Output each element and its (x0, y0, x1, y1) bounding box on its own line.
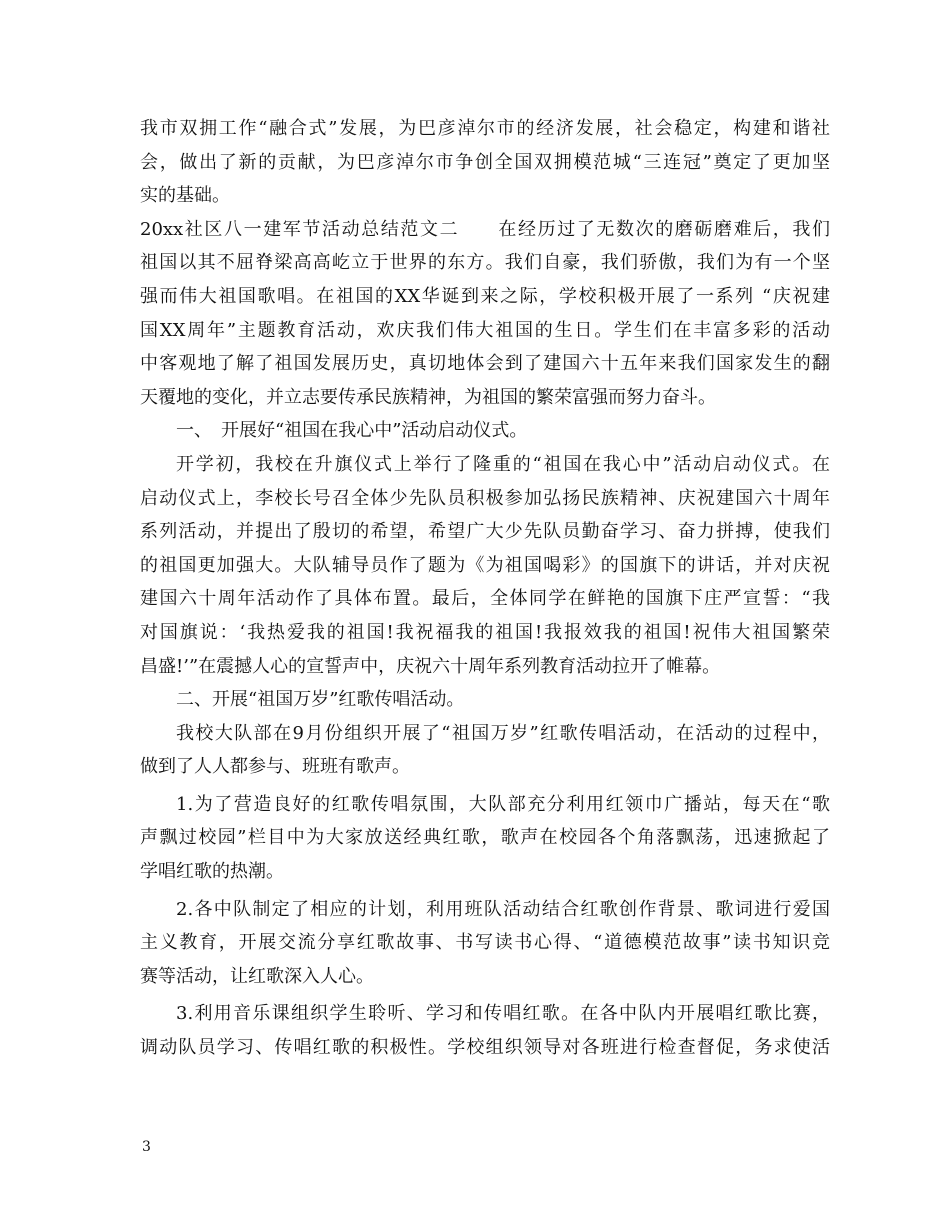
text-line: 强而伟大祖国歌唱。在祖国的XX华诞到来之际，学校积极开展了一系列 “庆祝建 (140, 285, 830, 307)
list-item-3: 3.利用音乐课组织学生聆听、学习和传唱红歌。在各中队内开展唱红歌比赛， (176, 1003, 830, 1025)
text-line: 昌盛!’”在震撼人心的宣誓声中，庆祝六十周年系列教育活动拉开了帷幕。 (140, 655, 721, 677)
text-line: 学唱红歌的热潮。 (140, 861, 284, 883)
text-line: 会，做出了新的贡献，为巴彦淖尔市争创全国双拥模范城“三连冠”奠定了更加坚 (140, 151, 830, 173)
text-line: 我市双拥工作“融合式”发展，为巴彦淖尔市的经济发展，社会稳定，构建和谐社 (140, 118, 830, 139)
text-line: 对国旗说：‘我热爱我的祖国!我祝福我的祖国!我报效我的祖国!祝伟大祖国繁荣 (140, 621, 830, 643)
text-line: 天覆地的变化，并立志要传承民族精神，为祖国的繁荣富强而努力奋斗。 (140, 386, 716, 408)
document-body (140, 112, 830, 1065)
text-line: 调动队员学习、传唱红歌的积极性。学校组织领导对各班进行检查督促，务求使活 (140, 1037, 830, 1059)
list-item-1: 1.为了营造良好的红歌传唱氛围，大队部充分利用红领巾广播站，每天在“歌 (176, 793, 830, 815)
text-line: 主义教育，开展交流分享红歌故事、书写读书心得、“道德模范故事”读书知识竞 (140, 932, 830, 954)
text-line: 启动仪式上，李校长号召全体少先队员积极参加弘扬民族精神、庆祝建国六十周年 (140, 487, 830, 509)
page-number: 3 (142, 1139, 151, 1155)
list-item-2: 2.各中队制定了相应的计划，利用班队活动结合红歌创作背景、歌词进行爱国 (176, 898, 830, 920)
text-line: 祖国以其不屈脊梁高高屹立于世界的东方。我们自豪，我们骄傲，我们为有一个坚 (140, 252, 830, 274)
text-line: 建国六十周年活动作了具体布置。最后，全体同学在鲜艳的国旗下庄严宣誓：“我 (140, 588, 830, 610)
text-line: 的祖国更加强大。大队辅导员作了题为《为祖国喝彩》的国旗下的讲话，并对庆祝 (140, 554, 830, 576)
section-heading: 二、开展“祖国万岁”红歌传唱活动。 (176, 689, 465, 711)
text-line: 国XX周年”主题教育活动，欢庆我们伟大祖国的生日。学生们在丰富多彩的活动 (140, 319, 830, 341)
text-line: 20xx社区八一建军节活动总结范文二 在经历过了无数次的磨砺磨难后，我们 (140, 218, 830, 240)
text-line: 开学初，我校在升旗仪式上举行了隆重的“祖国在我心中”活动启动仪式。在 (176, 453, 830, 475)
text-line: 系列活动，并提出了殷切的希望，希望广大少先队员勤奋学习、奋力拼搏，使我们 (140, 521, 830, 543)
text-line: 我校大队部在9月份组织开展了“祖国万岁”红歌传唱活动，在活动的过程中， (176, 722, 830, 744)
text-line: 实的基础。 (140, 185, 230, 207)
text-line: 中客观地了解了祖国发展历史，真切地体会到了建国六十五年来我们国家发生的翻 (140, 353, 830, 375)
text-line: 赛等活动，让红歌深入人心。 (140, 965, 374, 987)
text-line: 声飘过校园”栏目中为大家放送经典红歌，歌声在校园各个角落飘荡，迅速掀起了 (140, 827, 830, 849)
text-line: 做到了人人都参与、班班有歌声。 (140, 756, 410, 778)
section-heading: 一、 开展好“祖国在我心中”活动启动仪式。 (176, 420, 528, 442)
